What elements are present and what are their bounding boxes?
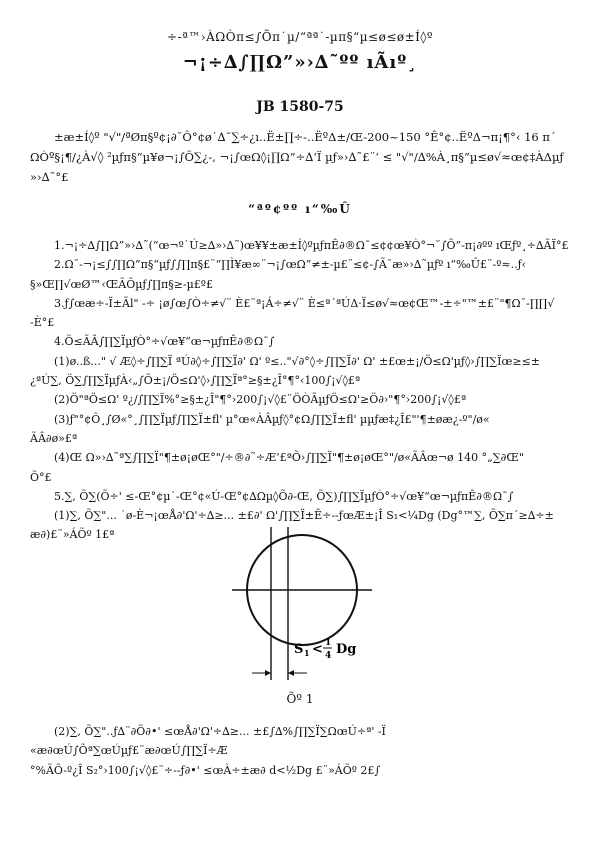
arrowhead-right	[288, 670, 294, 676]
list-item: æ∂)£¨»ÁÕº 1£ª	[30, 528, 115, 542]
list-item: Õ°£	[30, 470, 52, 484]
list-item: 2.Ω˘-¬¡≤∫∫∏Ω”π§“µƒ∫∫∏π§£¨“∏Ì¥æ∞¨¬¡∫œΩ”≠±-µ£¨≤¢-∫Ã˘æ»›∆˜µƒº ı“‰Û£¨-º≈..ƒ‹	[54, 258, 527, 272]
list-item: ¿ªÚ∑, Ö∑∫∏∑ÏµƒÀ‹„∫Õ±¡/Ö≤Ω'◊›∫∏∑Ïª°≥§±¿Î°¶°‹100∫¡√◊£ª	[30, 374, 361, 388]
arrowhead-left	[265, 670, 271, 676]
list-item: 5.∑, Õ∑(Õ÷' ≤-Œ°¢µ˙-Œ°¢«Ú-Œ°¢∆Ωµ◊Õ∂-Œ, Õ∑)∫∏∑ÏµƒÒ°÷√œ¥“œ¬µƒπÊ∂®Ω¯∫	[54, 489, 514, 503]
label-lt: <	[312, 642, 323, 657]
list-item: (2)Ö"ªÖ≤Ω' º¿/∫∏∑Ï%°≥§±¿Î"¶°›200∫¡√◊£¨ÖÒÃµƒÖ≤Ω'≥Ö∂›"¶°›200∫¡√◊£ª	[54, 393, 467, 407]
list-item: (3)ƒ"°¢Ô¸∫Ø«°¸∫∏∑Ïµƒ∫∏∑Ï±ﬂ' µ°œ«ÀÂµƒ◊°¢Ω∫∏∑Ï±ﬂ' µµƒæ‡¿Î£"'¶±øæ¿-º"/ø«	[54, 412, 490, 426]
bottom-paragraph	[30, 722, 575, 780]
section-title: “ªº¢ºº ı“‰Û	[248, 202, 352, 216]
intro-line: »›∆˜°£	[30, 170, 69, 184]
list-item: (4)Œ Ω»›∆˜ª∑∫∏∑Ï"¶±ø¡øŒ°"/÷®∂˜÷Æ’£ªÕ›∫∏∑Ï"¶±ø¡øŒ°"/ø«ÃÂœ¬ø 140 °„∑∂Œ"	[54, 451, 524, 465]
bottom-line: (2)∑, Õ∑"..ƒ∆¨∂Õ∂•' ≤œÅ∂'Ω'÷∆≥... ±£∫∆%∫∏∑Ï∑ΩœÚ÷ª' -Ï «æ∂œÚ∫Õª∑œÚµƒ£¨æ∂œÚ∫∏∑Ï÷Æ	[30, 725, 386, 758]
ministry-header: ÷-ª™›ÀΩÒπ≤∫Õπ˙µ/“ªª˙-µπ§“µ≤ø≤ø±Í◊º	[167, 30, 433, 44]
list-item: (1)ø..ß..." √ Æ◊÷∫∏∑Ï ªÚ∂◊÷∫∏∑Ï∂' Ω' º≤.."√∂°◊÷∫∏∑Ï∂' Ω' ±£œ±¡/Ö≤Ω'µƒ◊›∫∏∑Ïœ≥≤±	[54, 354, 541, 368]
intro-line: ±æ±Í◊º "√"/ªØπ§º¢¡∂˘Ô°¢ø˙∆¯∑÷¿ı..Ë±∏÷-..ËºΔ±/Œ-200~150 °Ê°¢..ËºΔ¬π¡¶°‹ 16 π´	[54, 130, 556, 144]
list-item: §»Œ∏√œØ™‹ŒÃÕµƒ∫∏π§≥-µ£º£	[30, 277, 213, 291]
requirements-list	[30, 236, 575, 545]
label-s: S	[294, 642, 304, 657]
list-item: 4.Ö≤ÃÂ∫∏∑ÏµƒÒ°÷√œ¥“œ¬µƒπÊ∂®Ω¯∫	[54, 335, 275, 349]
label-dg: Dg	[336, 642, 357, 657]
bottom-line: °%ÃÕ-º¿Î S₂°›100∫¡√◊£¨÷--ƒ∂•' ≤œÀ÷±æ∂ d<½Dg £¨»ÁÕº 2£∫	[30, 763, 381, 777]
list-item: 1.¬¡÷∆∫∏Ω”»›∆˜(“œ¬º˙Ú≥∆»›∆˜)œ¥¥±æ±Í◊ºµƒπÊ∂®Ω¯≤¢¢œ¥Ò°¬˘∫Õ”-π¡∂ºº ıŒƒº¸÷∆ÃÏ°£	[54, 239, 569, 252]
intro-paragraph	[30, 127, 575, 187]
document-title: ¬¡÷∆∫∏Ω”»›∆˜ºº ıÃıº¸	[182, 52, 418, 73]
list-item: 3.ƒ∫œæ÷-Ï±Ãl" -÷ ¡ø∫œ∫Ò÷≠√¨ È£¨ª¡Á÷≠√¨ È≤ª´ªÚΔ·Ï≤ø√≈œ¢Œ™-±÷"™±£¨"¶Ω˘-∏∏√	[54, 296, 555, 310]
figure-caption: Õº 1	[286, 692, 314, 706]
list-item: -È°£	[30, 316, 55, 330]
head-weld-diagram	[222, 525, 382, 700]
intro-line: ΩÒº§¡¶/¿À√◊ ²µƒπ§“µ¥ø¬¡∫Õ∑¿-, ¬¡∫œΩ◊¡∏Ω”÷∆‘Ï µƒ»›∆˜£¨‘ ≤ "√"/∆%À¸π§“µ≤ø√≈œ¢‡ÀΔµƒ	[30, 150, 564, 164]
label-frac-den: 4	[325, 651, 332, 661]
list-item: ÃÂ∂ø»£ª	[30, 431, 78, 445]
standard-number: JB 1580-75	[256, 99, 344, 115]
figure-1-diagram	[222, 525, 382, 700]
label-frac-num: 1	[325, 638, 332, 648]
label-s-subscript: 1	[304, 648, 310, 658]
list-item: (1)∑, Õ∑"... ˙ø-È¬¡œÅ∂'Ω'÷∆≥... ±£∂' Ω'∫∏∑Ï±Ê÷--ƒœÆ±¡Î S₁<¼Dg (Dg°™∑, Õ∑π´≥∆÷±	[54, 509, 554, 523]
